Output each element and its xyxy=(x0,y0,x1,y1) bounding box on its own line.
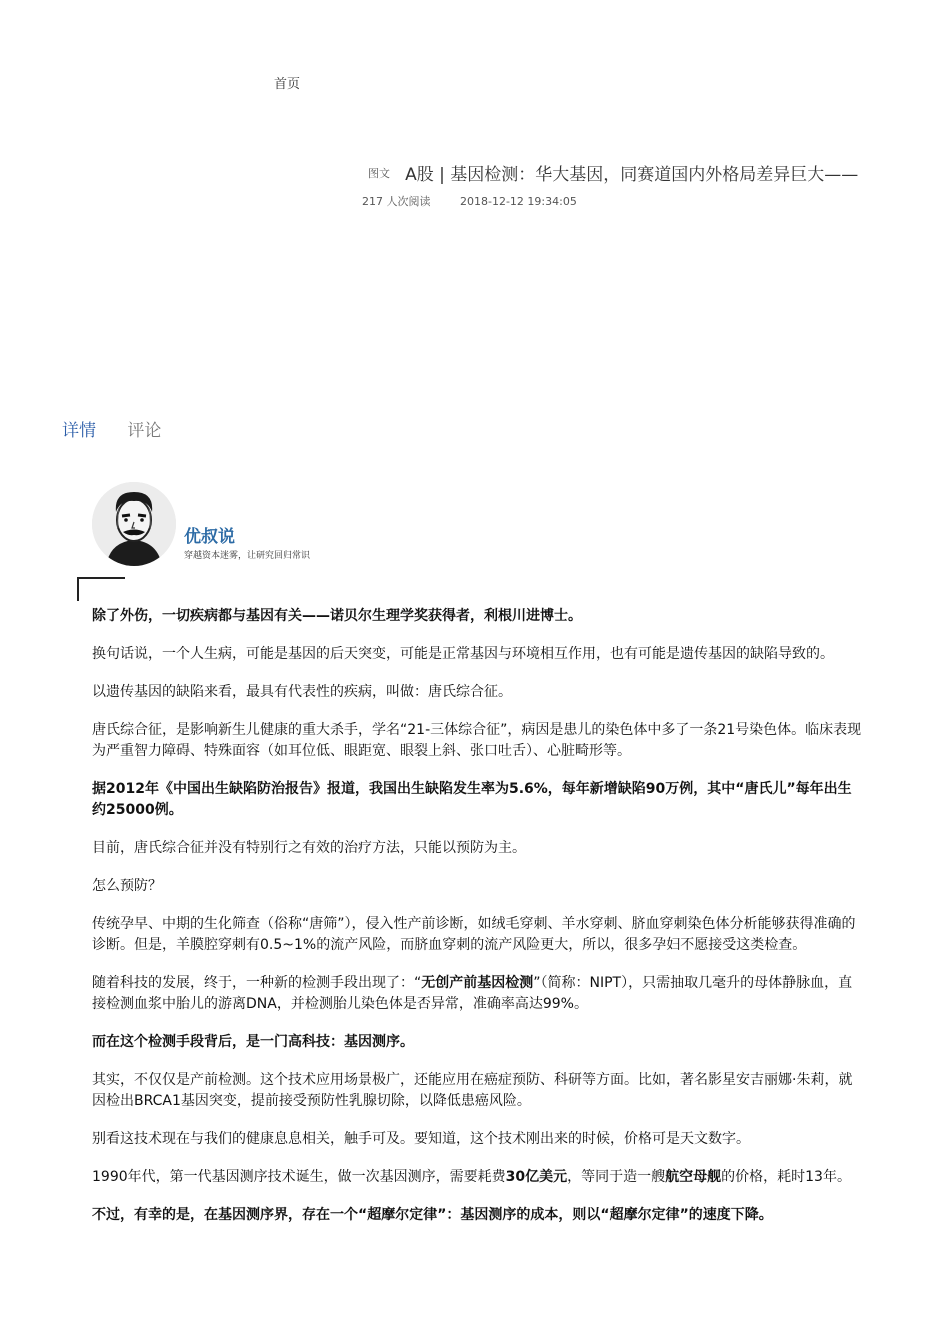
article-type-tag: 图文 xyxy=(368,166,390,180)
body-paragraph-1: 除了外伤，一切疾病都与基因有关——诺贝尔生理学奖获得者，利根川进博士。 xyxy=(92,608,582,624)
quote-corner-mark xyxy=(77,577,125,601)
body-paragraph-13 xyxy=(92,1167,862,1188)
body-paragraph-3: 以遗传基因的缺陷来看，最具有代表性的疾病，叫做：唐氏综合征。 xyxy=(92,684,512,700)
article-meta xyxy=(362,193,577,209)
tab-comments[interactable]: 评论 xyxy=(127,421,162,441)
article-header xyxy=(368,160,928,185)
body-paragraph-2: 换句话说，一个人生病，可能是基因的后天突变，可能是正常基因与环境相互作用，也有可能是遗传基因的缺陷导致的。 xyxy=(92,646,834,662)
body-paragraph-10: 而在这个检测手段背后，是一门高科技：基因测序。 xyxy=(92,1034,414,1050)
body-paragraph-11: 其实，不仅仅是产前检测。这个技术应用场景极广，还能应用在癌症预防、科研等方面。比如，著名影星安吉丽娜·朱莉，就因检出BRCA1基因突变，提前接受预防性乳腺切除，以降低患癌风险。 xyxy=(92,1072,853,1109)
body-paragraph-5: 据2012年《中国出生缺陷防治报告》报道，我国出生缺陷发生率为5.6%，每年新增缺陷90万例，其中“唐氏儿”每年出生约25000例。 xyxy=(92,781,852,818)
author-name: 优叔说 xyxy=(184,527,235,547)
p13-text-a: 1990年代，第一代基因测序技术诞生，做一次基因测序，需要耗费 xyxy=(92,1169,506,1185)
tab-details[interactable]: 详情 xyxy=(62,421,96,441)
author-banner xyxy=(92,482,352,570)
body-paragraph-7: 怎么预防？ xyxy=(92,878,162,894)
p13-text-c: ，等同于造一艘 xyxy=(567,1169,666,1185)
p13-text-e: 的价格，耗时13年。 xyxy=(721,1169,851,1185)
p9-text-a: 随着科技的发展，终于，一种新的检测手段出现了：“ xyxy=(92,975,422,991)
nav-home-link[interactable]: 首页 xyxy=(274,77,301,92)
author-portrait-icon xyxy=(92,482,176,566)
read-count: 217 人次阅读 xyxy=(362,195,431,208)
p9-text-c: ”（简称：NIPT），只需抽取几毫升的母体静脉血，直接检测血浆中胎儿的游离DNA，并检测胎儿染色体是否异常，准确率高达99%。 xyxy=(92,975,853,1012)
p13-emphasis-cost: 30亿美元 xyxy=(505,1169,568,1185)
author-slogan: 穿越资本迷雾，让研究回归常识 xyxy=(184,551,311,561)
p9-emphasis-nipt: 无创产前基因检测 xyxy=(421,975,534,991)
body-paragraph-6: 目前，唐氏综合征并没有特别行之有效的治疗方法，只能以预防为主。 xyxy=(92,840,526,856)
body-paragraph-4: 唐氏综合征，是影响新生儿健康的重大杀手，学名“21-三体综合征”，病因是患儿的染色体中多了一条21号染色体。临床表现为严重智力障碍、特殊面容（如耳位低、眼距宽、眼裂上斜、张口吐舌）、心脏畸形等。 xyxy=(92,722,862,759)
body-paragraph-9 xyxy=(92,973,862,1015)
author-avatar xyxy=(92,482,176,566)
body-paragraph-8: 传统孕早、中期的生化筛查（俗称“唐筛”），侵入性产前诊断，如绒毛穿刺、羊水穿刺、脐血穿刺染色体分析能够获得准确的诊断。但是，羊膜腔穿刺有0.5~1%的流产风险，而脐血穿刺的流产风险更大，所以，很多孕妇不愿接受这类检查。 xyxy=(92,916,856,953)
publish-date: 2018-12-12 19:34:05 xyxy=(460,195,577,208)
article-title: A股 | 基因检测：华大基因，同赛道国内外格局差异巨大—— xyxy=(405,165,859,185)
body-paragraph-14: 不过，有幸的是，在基因测序界，存在一个“超摩尔定律”：基因测序的成本，则以“超摩尔定律”的速度下降。 xyxy=(92,1207,773,1223)
body-paragraph-12: 别看这技术现在与我们的健康息息相关，触手可及。要知道，这个技术刚出来的时候，价格可是天文数字。 xyxy=(92,1131,750,1147)
article-body xyxy=(92,606,862,1243)
p13-emphasis-carrier: 航空母舰 xyxy=(665,1169,722,1185)
content-tabs xyxy=(62,416,161,441)
